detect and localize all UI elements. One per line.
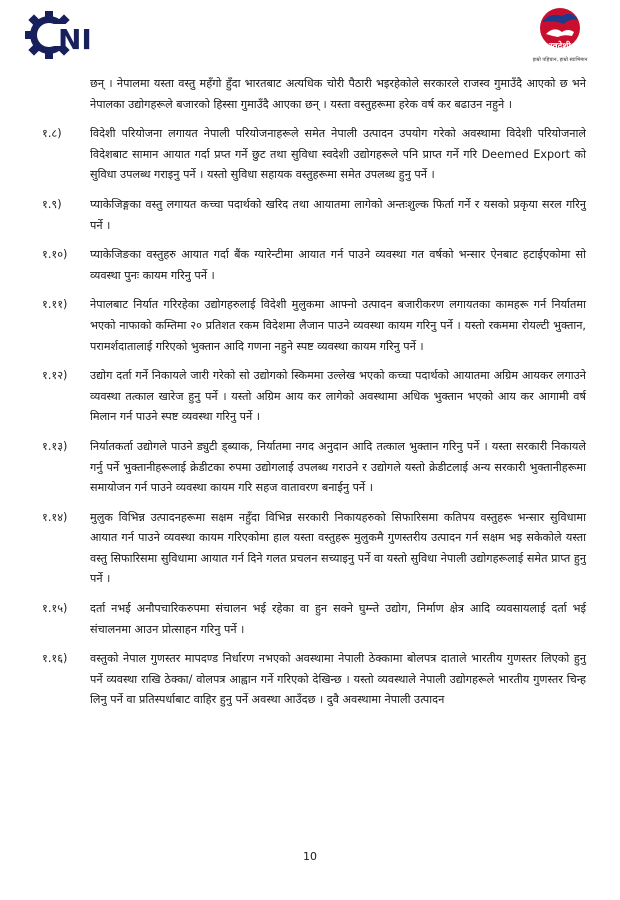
list-item	[42, 366, 586, 428]
page-number: 10	[303, 850, 317, 863]
brand-name: स्वदेशी	[549, 42, 571, 52]
item-text: दर्ता नभई अनौपचारिकरुपमा संचालन भई रहेका वा हुन सक्ने घुम्न्ते उद्योग, निर्माण क्षेत्र आदि व्यवसायलाई दर्ता भई संचालनमा आउन प्रोत्साहन गरिनु पर्ने ।	[90, 602, 586, 636]
list-item	[42, 599, 586, 640]
list-item	[42, 195, 586, 236]
item-text: विदेशी परियोजना लगायत नेपाली परियोजनाहरूले समेत नेपाली उत्पादन उपयोग गरेको अवस्थामा विदेशी परियोजनाले विदेशबाट सामान आयात गर्दा प्रप्त गर्ने छुट तथा सुविधा स्वदेशी उद्योगहरूले पनि प्राप्त गर्ने गरि Deemed Export को सुविधा उपलब्ध गराइनु पर्ने । यस्तो सुविधा सहायक वस्तुहरूमा समेत उपलब्ध हुनु पर्ने ।	[90, 127, 586, 182]
item-number: १.१०)	[42, 248, 68, 262]
item-text: निर्यातकर्ता उद्योगले पाउने ड्युटी ड्ब्याक, निर्यातमा नगद अनुदान आदि तत्काल भुक्तान गरिनु पर्ने । यस्ता सरकारी निकायले गर्नु पर्ने भुक्तानीहरूलाई क्रेडीटका रुपमा उद्योगलाई उपलब्ध गराउने र उद्योगले यस्तो क्रेडीटलाई अन्य सरकारी भुक्तानीहरूमा समायोजन गर्न पाउने व्यवस्था कायम गरि सहज वातावरण बनाईनु पर्ने ।	[90, 439, 586, 495]
list-item	[42, 124, 586, 186]
item-number: १.१६)	[42, 652, 68, 666]
logo-tagline: हाम्रो पहिचान, हाम्रो स्वाभिमान	[532, 57, 588, 63]
item-number: १.१४)	[42, 510, 68, 524]
item-text: प्याकेजिङ्गका वस्तु लगायत कच्चा पदार्थको खरिद तथा आयातमा लागेको अन्तःशुल्क फिर्ता गर्ने र यसको प्रकृया सरल गरिनु पर्ने ।	[90, 197, 586, 232]
list-item	[42, 245, 586, 286]
item-number: १.९)	[42, 197, 62, 211]
list-item	[42, 295, 586, 357]
item-text: प्याकेजिङका वस्तुहरु आयात गर्दा बैंक ग्यारेन्टीमा आयात गर्न पाउने व्यवस्था गत वर्षको भन्सार ऐनबाट हटाईएकोमा सो व्यवस्था पुनः कायम गरिनु पर्ने ।	[90, 248, 586, 282]
swadeshi-logo	[528, 6, 592, 66]
list-item	[42, 437, 586, 499]
logo-text: NI	[58, 23, 92, 56]
item-number: १.१५)	[42, 602, 68, 616]
item-text: उद्योग दर्ता गर्ने निकायले जारी गरेको सो उद्योगको स्किममा उल्लेख भएको कच्चा पदार्थको आयातमा अग्रिम आयकर लगाउने व्यवस्था तत्काल खारेज हुनु पर्ने । यस्तो अग्रिम आय कर लागेको अवस्थामा अधिक भुक्तान भएको आय कर आगामी वर्ष मिलान गर्न पाउने स्पष्ट व्यवस्था गरिनु पर्ने ।	[90, 369, 586, 424]
item-text: मुलुक विभिन्न उत्पादनहरूमा सक्षम नहुँदा विभिन्न सरकारी निकायहरुको सिफारिसमा कतिपय वस्तुहरू भन्सार सुविधामा आयात गर्न पाउने व्यवस्था कायम गरिएकोमा हाल यस्ता वस्तुहरू मुलुकमै गुणस्तरीय उत्पादन गर्न सक्षम भइ सकेकोले यस्ता वस्तु सिफारिसमा सुविधामा आयात गर्न दिने गलत प्रचलन सच्याइनु पर्ने वा यस्तो सुविधा नेपाली उद्योगहरूलाई समेत प्राप्त हुनु पर्ने ।	[90, 510, 586, 586]
item-number: १.१२)	[42, 369, 68, 383]
intro-paragraph: छन् । नेपालमा यस्ता वस्तु महँगो हुँदा भारतबाट अत्यधिक चोरी पैठारी भइरहेकोले सरकारले राजस्व गुमाउँदै आएको छ भने नेपालका उद्योगहरूले बजारको हिस्सा गुमाउँदै आएका छन् । यस्ता वस्तुहरूमा हरेक वर्ष कर बढाउन नहुने ।	[90, 77, 586, 111]
item-number: १.८)	[42, 127, 62, 141]
swadeshi-emblem-icon	[528, 6, 592, 52]
list-item	[42, 508, 586, 590]
item-text: वस्तुको नेपाल गुणस्तर मापदण्ड निर्धारण नभएको अवस्थामा नेपाली ठेक्कामा बोलपत्र दाताले भारतीय गुणस्तर लिएको हुनु पर्ने व्यवस्था राखि ठेक्का/ वोलपत्र आह्वान गर्ने गरिएको देखिन्छ । यस्तो व्यवस्थाले नेपाली उद्योगहरूले भारतीय गुणस्तर चिन्ह लिनु पर्ने वा प्रतिस्पर्धाबाट वाहिर हुनु पर्ने अवस्था आउँदछ । दुवै अवस्थामा नेपाली उत्पादन	[90, 652, 586, 707]
item-text: नेपालबाट निर्यात गरिरहेका उद्योगहरुलाई विदेशी मुलुकमा आफ्नो उत्पादन बजारीकरण लगायतका कामहरू गर्न निर्यातमा भएको नाफाको कम्तिमा २० प्रतिशत रकम विदेशमा लैजान पाउने व्यवस्था कायम गरिनु पर्ने । यस्तो रकममा रोयल्टी भुक्तान, परामर्शदातालाई गरिएको भुक्तान आदि गणना नहुने स्पष्ट व्यवस्था कायम गरिनु पर्ने ।	[90, 298, 586, 353]
gear-icon	[24, 10, 116, 60]
item-number: १.११)	[42, 298, 68, 312]
item-number: १.१३)	[42, 439, 68, 453]
document-body	[42, 74, 586, 720]
list-item	[42, 649, 586, 711]
cni-logo	[24, 10, 116, 60]
